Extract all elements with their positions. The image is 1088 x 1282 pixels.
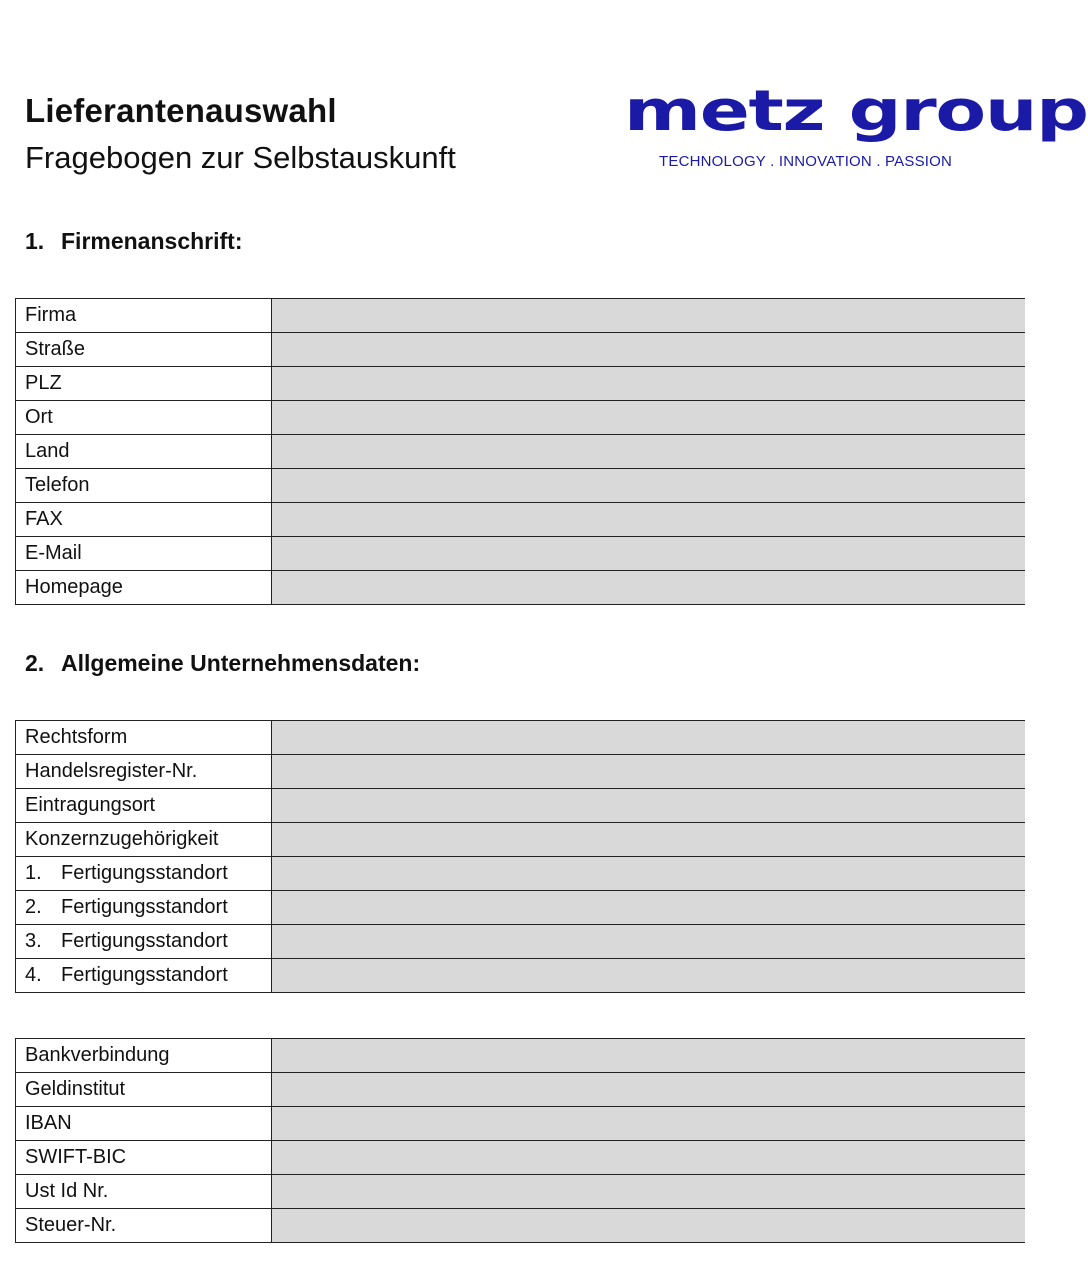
fax-input[interactable]: [272, 503, 1026, 537]
table-row: [16, 1209, 1026, 1243]
logo-tagline: TECHNOLOGY . INNOVATION . PASSION: [659, 153, 953, 170]
item-number: 2.: [25, 896, 42, 918]
standort-2-input[interactable]: [272, 891, 1026, 925]
rechtsform-input[interactable]: [272, 721, 1026, 755]
page-subtitle: Fragebogen zur Selbstauskunft: [25, 140, 456, 175]
logo-wordmark: metz group: [624, 79, 1088, 144]
geldinstitut-input[interactable]: [272, 1073, 1026, 1107]
field-label: [16, 857, 272, 891]
firma-input[interactable]: [272, 299, 1026, 333]
field-label-text: Rechtsform: [25, 726, 128, 748]
table-row: [16, 401, 1026, 435]
bankverbindung-input[interactable]: [272, 1039, 1026, 1073]
field-label: [16, 891, 272, 925]
field-label: Geldinstitut: [16, 1073, 272, 1107]
table-row: [16, 755, 1026, 789]
section-number: 2.: [25, 650, 45, 676]
iban-input[interactable]: [272, 1107, 1026, 1141]
item-number: 1.: [25, 862, 42, 884]
table-row: [16, 823, 1026, 857]
table-row: [16, 1141, 1026, 1175]
section-number: 1.: [25, 228, 45, 254]
table-row: [16, 537, 1026, 571]
section-title: Firmenanschrift:: [61, 228, 243, 254]
field-label-text: Konzernzugehörigkeit: [25, 828, 219, 850]
company-data-table: [15, 720, 1025, 993]
section-heading-address: [25, 228, 242, 255]
field-label-text: Fertigungsstandort: [61, 862, 228, 884]
table-row: [16, 1073, 1026, 1107]
field-label-text: Fertigungsstandort: [61, 964, 228, 986]
field-label-text: Fertigungsstandort: [61, 930, 228, 952]
ust-id-input[interactable]: [272, 1175, 1026, 1209]
table-row: [16, 299, 1026, 333]
table-row: [16, 571, 1026, 605]
konzern-input[interactable]: [272, 823, 1026, 857]
strasse-input[interactable]: [272, 333, 1026, 367]
field-label-text: Fertigungsstandort: [61, 896, 228, 918]
field-label: Bankverbindung: [16, 1039, 272, 1073]
item-number: 3.: [25, 930, 42, 952]
page-title: Lieferantenauswahl: [25, 92, 337, 129]
field-label: [16, 755, 272, 789]
field-label: IBAN: [16, 1107, 272, 1141]
table-row: [16, 891, 1026, 925]
field-label: [16, 721, 272, 755]
table-row: [16, 435, 1026, 469]
field-label: [16, 789, 272, 823]
bank-data-table: [15, 1038, 1025, 1243]
swift-bic-input[interactable]: [272, 1141, 1026, 1175]
field-label: Telefon: [16, 469, 272, 503]
table-row: [16, 789, 1026, 823]
field-label: PLZ: [16, 367, 272, 401]
table-row: [16, 857, 1026, 891]
item-number: 4.: [25, 964, 42, 986]
field-label: Straße: [16, 333, 272, 367]
metz-group-logo: [622, 79, 1088, 175]
table-row: [16, 721, 1026, 755]
telefon-input[interactable]: [272, 469, 1026, 503]
email-input[interactable]: [272, 537, 1026, 571]
field-label: Land: [16, 435, 272, 469]
field-label: [16, 823, 272, 857]
section-heading-company: [25, 650, 420, 677]
table-row: [16, 1039, 1026, 1073]
standort-1-input[interactable]: [272, 857, 1026, 891]
eintragungsort-input[interactable]: [272, 789, 1026, 823]
field-label: [16, 925, 272, 959]
land-input[interactable]: [272, 435, 1026, 469]
field-label: Steuer-Nr.: [16, 1209, 272, 1243]
table-row: [16, 1175, 1026, 1209]
table-row: [16, 503, 1026, 537]
address-table: [15, 298, 1025, 605]
field-label-text: Eintragungsort: [25, 794, 156, 816]
table-row: [16, 469, 1026, 503]
table-row: [16, 959, 1026, 993]
section-title: Allgemeine Unternehmensdaten:: [61, 650, 421, 676]
table-row: [16, 1107, 1026, 1141]
field-label: E-Mail: [16, 537, 272, 571]
handelsregister-input[interactable]: [272, 755, 1026, 789]
field-label: Homepage: [16, 571, 272, 605]
standort-4-input[interactable]: [272, 959, 1026, 993]
field-label-text: Handelsregister-Nr.: [25, 760, 198, 782]
ort-input[interactable]: [272, 401, 1026, 435]
table-row: [16, 333, 1026, 367]
field-label: FAX: [16, 503, 272, 537]
standort-3-input[interactable]: [272, 925, 1026, 959]
field-label: Firma: [16, 299, 272, 333]
homepage-input[interactable]: [272, 571, 1026, 605]
steuer-nr-input[interactable]: [272, 1209, 1026, 1243]
table-row: [16, 367, 1026, 401]
field-label: Ust Id Nr.: [16, 1175, 272, 1209]
field-label: SWIFT-BIC: [16, 1141, 272, 1175]
table-row: [16, 925, 1026, 959]
field-label: Ort: [16, 401, 272, 435]
plz-input[interactable]: [272, 367, 1026, 401]
field-label: [16, 959, 272, 993]
